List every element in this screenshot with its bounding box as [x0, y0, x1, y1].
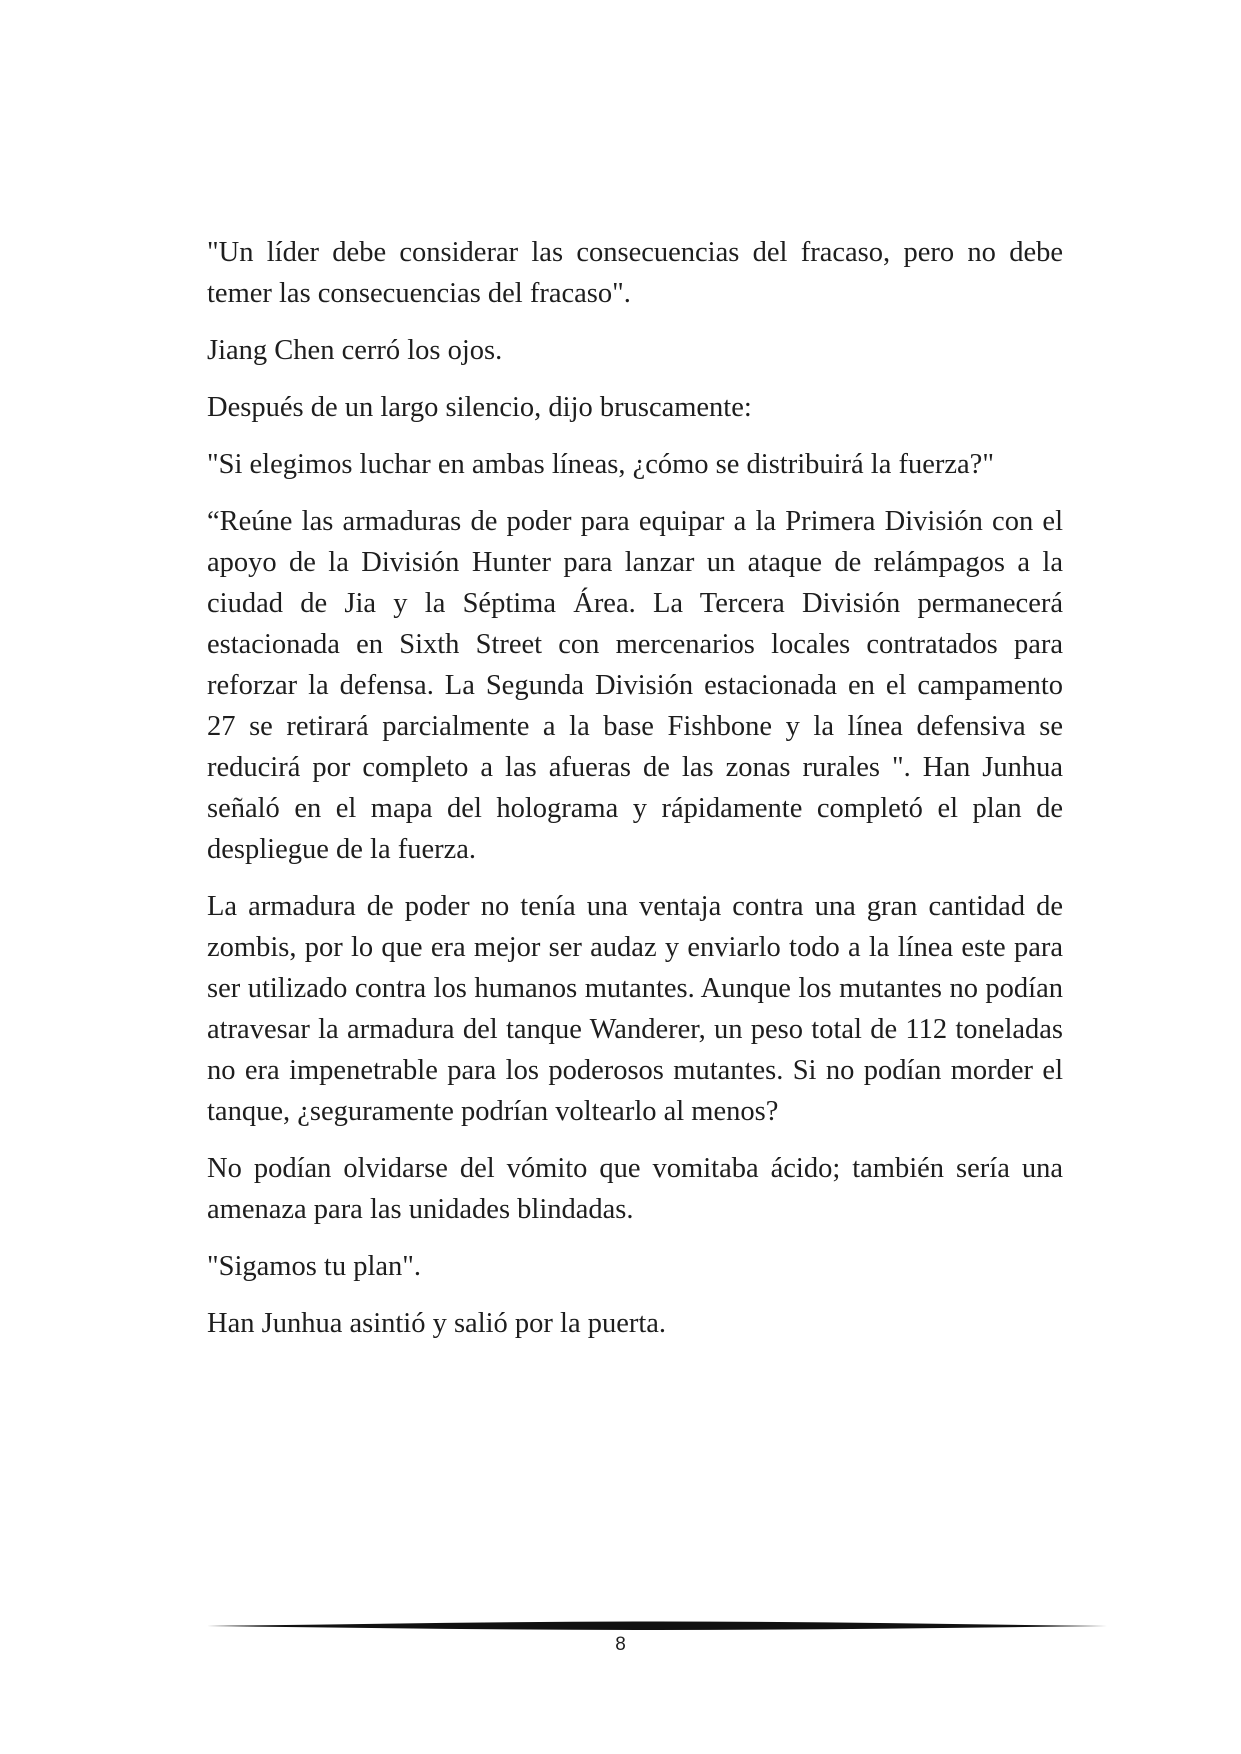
paragraph-deployment-plan: “Reúne las armaduras de poder para equipar a la Primera División con el apoyo de la División Hunter para lanzar un ataque de relámpagos a la ciudad de Jia y la Séptima Área. La Tercera División permanecerá estacionada en Sixth Street con mercenarios locales contratados para reforzar la defensa. La Segunda División estacionada en el campamento 27 se retirará parcialmente a la base Fishbone y la línea defensiva se reducirá por completo a las afueras de las zonas rurales ". Han Junhua señaló en el mapa del holograma y rápidamente completó el plan de despliegue de la fuerza. [207, 506, 1063, 865]
paragraph-long-silence: Después de un largo silencio, dijo bruscamente: [207, 392, 752, 423]
paragraph-follow-plan: "Sigamos tu plan". [207, 1251, 422, 1282]
page-number: 8 [615, 1634, 626, 1655]
paragraph-power-armor: La armadura de poder no tenía una ventaja contra una gran cantidad de zombis, por lo que era mejor ser audaz y enviarlo todo a la línea este para ser utilizado contra los humanos mutantes. Aunque los mutantes no podían atravesar la armadura del tanque Wanderer, un peso total de 112 toneladas no era impenetrable para los poderosos mutantes. Si no podían morder el tanque, ¿seguramente podrían voltearlo al menos? [207, 891, 1063, 1127]
paragraph-eyes-closed: Jiang Chen cerró los ojos. [207, 335, 503, 366]
paragraph-quote-leader: "Un líder debe considerar las consecuencias del fracaso, pero no debe temer las consecuencias del fracaso". [207, 237, 1063, 309]
paragraph-han-leaves: Han Junhua asintió y salió por la puerta. [207, 1308, 667, 1339]
paragraph-acid-vomit: No podían olvidarse del vómito que vomitaba ácido; también sería una amenaza para las unidades blindadas. [207, 1153, 1063, 1225]
footer-divider-line [207, 1618, 1107, 1634]
body-text [207, 232, 1063, 1360]
paragraph-question-distribution: "Si elegimos luchar en ambas líneas, ¿cómo se distribuirá la fuerza?" [207, 449, 994, 480]
